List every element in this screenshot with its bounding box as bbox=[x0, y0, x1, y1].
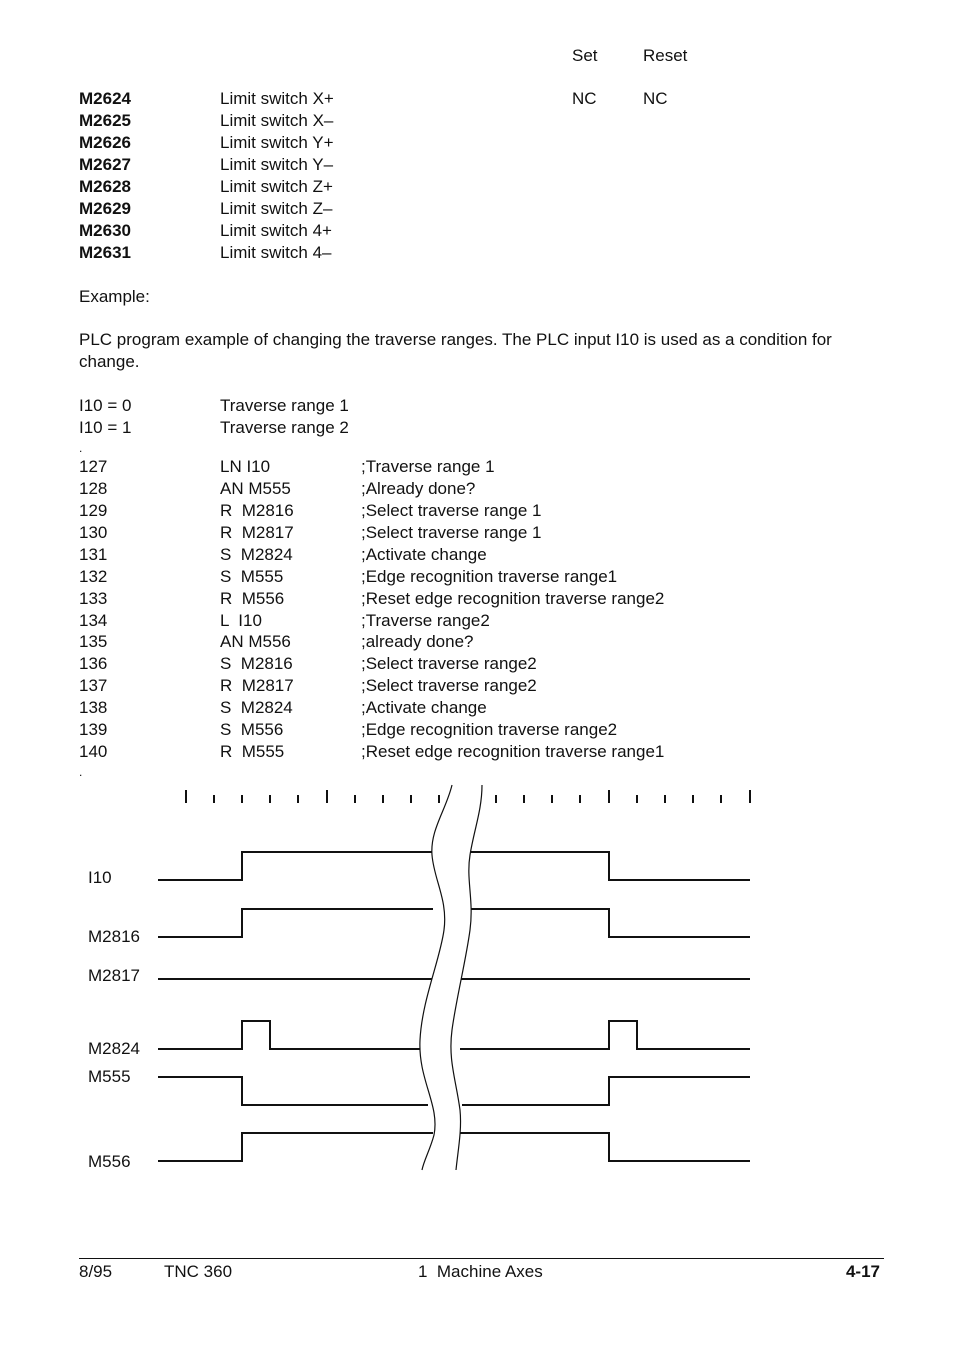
comment: ;Traverse range2 bbox=[361, 611, 490, 630]
line-number: 139 bbox=[79, 720, 108, 739]
reset-column-header: Reset bbox=[643, 46, 688, 65]
line-number: 138 bbox=[79, 698, 108, 717]
waveform-m2824 bbox=[158, 1021, 420, 1049]
instruction: R M556 bbox=[220, 589, 285, 608]
set-value: NC bbox=[572, 89, 597, 108]
waveform-m2816 bbox=[158, 909, 433, 937]
example-heading: Example: bbox=[79, 287, 150, 306]
footer-product: TNC 360 bbox=[164, 1262, 233, 1281]
line-number: 137 bbox=[79, 676, 108, 695]
waveform-i10-cont bbox=[470, 852, 750, 880]
marker-label: M2624 bbox=[79, 89, 131, 108]
line-number: 134 bbox=[79, 611, 108, 630]
marker-label: M2628 bbox=[79, 177, 131, 196]
instruction: R M555 bbox=[220, 742, 285, 761]
comment: ;Activate change bbox=[361, 545, 487, 564]
set-column-header: Set bbox=[572, 46, 598, 65]
line-number: 127 bbox=[79, 457, 108, 476]
marker-description: Limit switch 4+ bbox=[220, 221, 332, 240]
comment: ;Already done? bbox=[361, 479, 476, 498]
instruction: LN I10 bbox=[220, 457, 271, 476]
comment: ;Edge recognition traverse range1 bbox=[361, 567, 618, 586]
reset-value: NC bbox=[643, 89, 668, 108]
marker-description: Limit switch Z+ bbox=[220, 177, 333, 196]
comment: ;Traverse range 1 bbox=[361, 457, 495, 476]
marker-label: M2629 bbox=[79, 199, 131, 218]
marker-label: M2630 bbox=[79, 221, 131, 240]
marker-description: Limit switch X– bbox=[220, 111, 334, 130]
signal-label-m2824: M2824 bbox=[88, 1039, 140, 1058]
line-number: 135 bbox=[79, 632, 108, 651]
line-number: 133 bbox=[79, 589, 108, 608]
comment: ;Reset edge recognition traverse range2 bbox=[361, 589, 665, 608]
line-number: 131 bbox=[79, 545, 108, 564]
instruction: R M2817 bbox=[220, 523, 294, 542]
footer-rule bbox=[79, 1258, 884, 1259]
waveform-m556 bbox=[158, 1133, 433, 1161]
signal-label-m2816: M2816 bbox=[88, 927, 140, 946]
comment: ;Select traverse range 1 bbox=[361, 523, 542, 542]
line-number: 140 bbox=[79, 742, 108, 761]
comment: ;Edge recognition traverse range2 bbox=[361, 720, 618, 739]
marker-description: Limit switch X+ bbox=[220, 89, 334, 108]
page-number: 4-17 bbox=[845, 1262, 880, 1281]
marker-description: Limit switch 4– bbox=[220, 243, 332, 262]
example-paragraph-line1: PLC program example of changing the traverse ranges. The PLC input I10 is used as a condition for bbox=[79, 330, 832, 349]
waveform-m556-cont bbox=[454, 1133, 750, 1161]
condition-input: I10 = 1 bbox=[79, 418, 132, 437]
marker-label: M2625 bbox=[79, 111, 131, 130]
line-number: 136 bbox=[79, 654, 108, 673]
waveform-m555-cont bbox=[462, 1077, 750, 1105]
condition-meaning: Traverse range 2 bbox=[220, 418, 349, 437]
instruction: L I10 bbox=[220, 611, 262, 630]
comment: ;already done? bbox=[361, 632, 474, 651]
condition-input: I10 = 0 bbox=[79, 396, 132, 415]
ellipsis-mark: . bbox=[79, 765, 83, 779]
signal-label-m2817: M2817 bbox=[88, 966, 140, 985]
marker-description: Limit switch Y+ bbox=[220, 133, 334, 152]
line-number: 128 bbox=[79, 479, 108, 498]
marker-label: M2626 bbox=[79, 133, 131, 152]
instruction: R M2816 bbox=[220, 501, 294, 520]
instruction: S M2816 bbox=[220, 654, 293, 673]
signal-label-m555: M555 bbox=[88, 1067, 131, 1086]
marker-description: Limit switch Y– bbox=[220, 155, 334, 174]
instruction: AN M556 bbox=[220, 632, 291, 651]
signal-label-i10: I10 bbox=[88, 868, 112, 887]
line-number: 129 bbox=[79, 501, 108, 520]
condition-meaning: Traverse range 1 bbox=[220, 396, 349, 415]
line-number: 130 bbox=[79, 523, 108, 542]
comment: ;Select traverse range 1 bbox=[361, 501, 542, 520]
footer-chapter: 1 Machine Axes bbox=[418, 1262, 543, 1281]
instruction: S M2824 bbox=[220, 545, 293, 564]
instruction: AN M555 bbox=[220, 479, 291, 498]
footer-date: 8/95 bbox=[79, 1262, 113, 1281]
marker-label: M2627 bbox=[79, 155, 131, 174]
ellipsis-mark: . bbox=[79, 441, 83, 455]
waveform-m2816-cont bbox=[466, 909, 750, 937]
signal-label-m556: M556 bbox=[88, 1152, 131, 1171]
example-paragraph-line2: change. bbox=[79, 352, 140, 371]
waveform-m555 bbox=[158, 1077, 428, 1105]
comment: ;Select traverse range2 bbox=[361, 676, 537, 695]
line-number: 132 bbox=[79, 567, 108, 586]
comment: ;Reset edge recognition traverse range1 bbox=[361, 742, 665, 761]
marker-description: Limit switch Z– bbox=[220, 199, 333, 218]
waveform-m2824-cont bbox=[460, 1021, 750, 1049]
instruction: S M555 bbox=[220, 567, 284, 586]
comment: ;Activate change bbox=[361, 698, 487, 717]
instruction: R M2817 bbox=[220, 676, 294, 695]
instruction: S M2824 bbox=[220, 698, 293, 717]
comment: ;Select traverse range2 bbox=[361, 654, 537, 673]
instruction: S M556 bbox=[220, 720, 284, 739]
marker-label: M2631 bbox=[79, 243, 131, 262]
waveform-i10 bbox=[158, 852, 433, 880]
